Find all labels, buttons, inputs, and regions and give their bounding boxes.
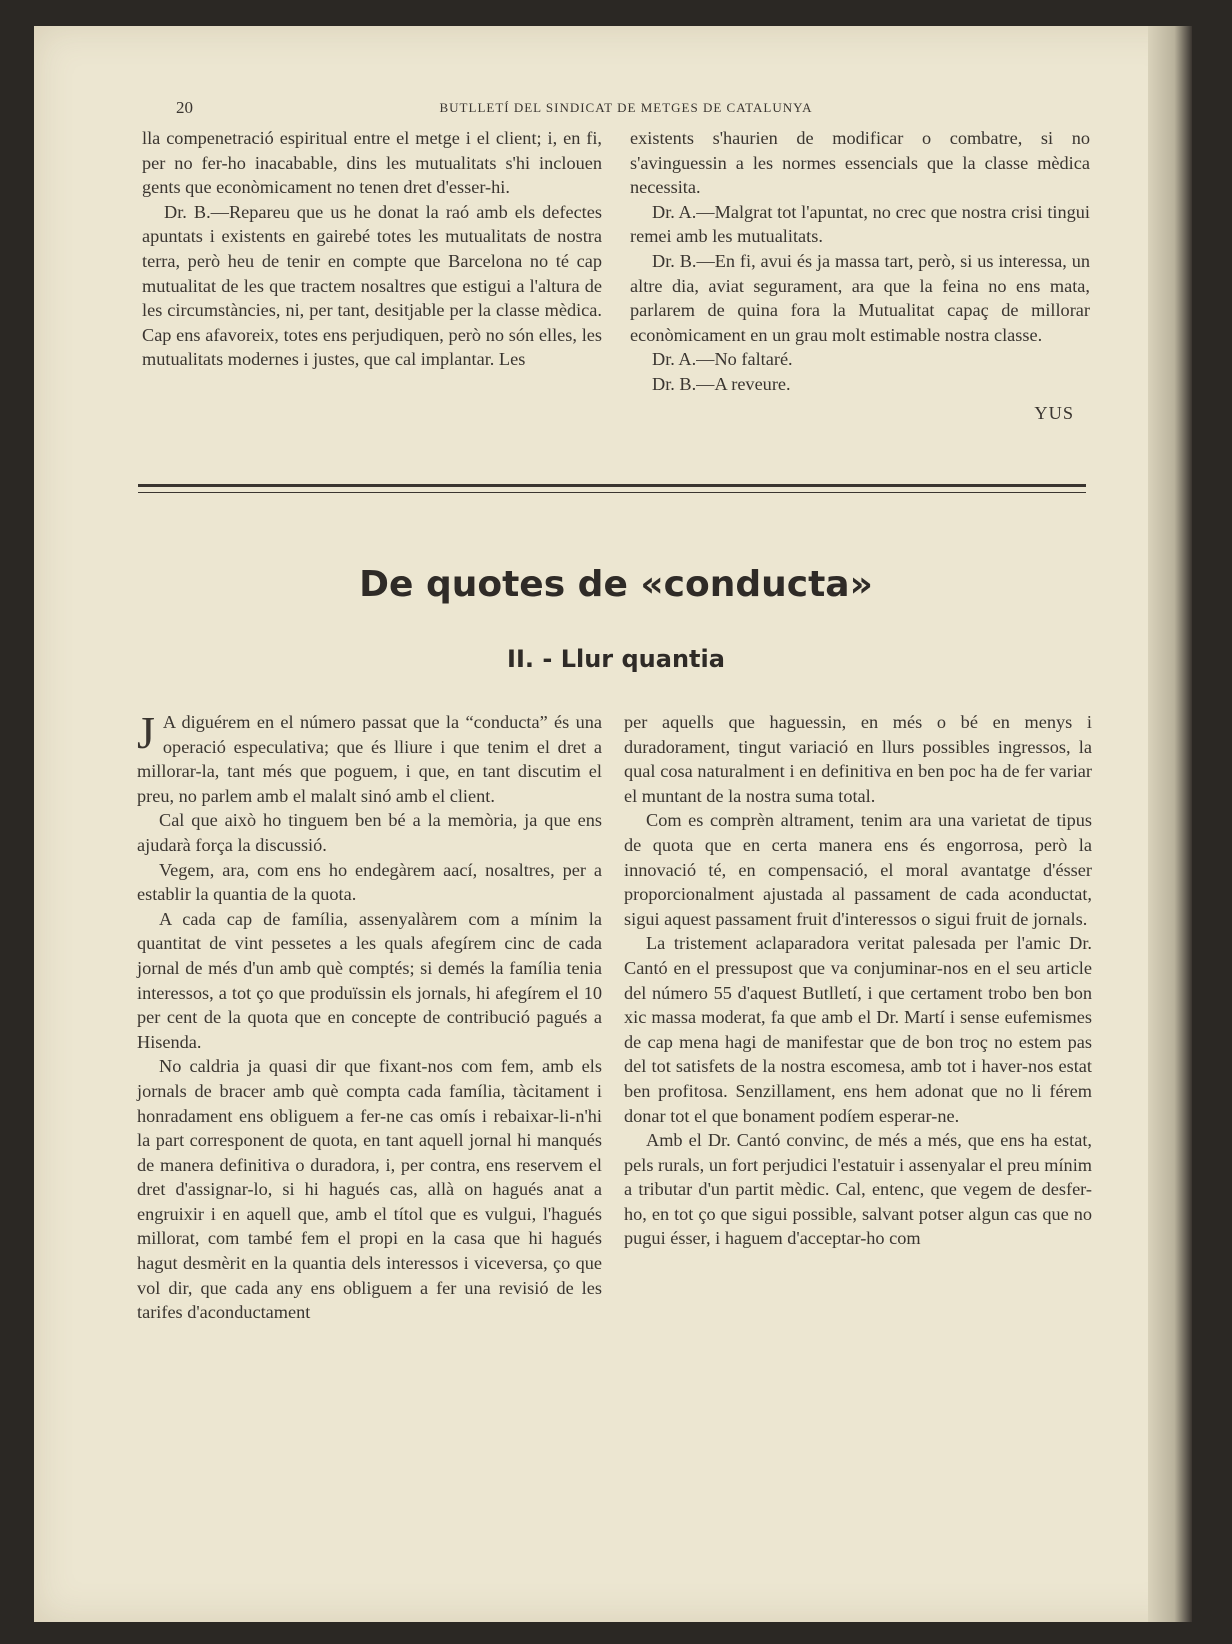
article-left-column xyxy=(137,707,602,1325)
top-article-left-column xyxy=(142,126,602,372)
paragraph: Com es comprèn altrament, tenim ara una varietat de tipus de quota que en certa manera ens és engorrosa, però la innovació té, en compensació, el moral avantatge d'ésser proporcionalment ajustada al passament de cada aconductat, sigui aquest passament fruit d'interessos o sigui fruit de jornals. xyxy=(624,810,1092,929)
section-divider-thin xyxy=(138,492,1086,493)
paragraph: Dr. B.—En fi, avui és ja massa tart, però, si us interessa, un altre dia, aviat segurament, ara que la feina no ens mata, parlarem de quina fora la Mutualitat capaç de millorar econòmicament en un grau molt estimable nostra classe. xyxy=(630,250,1090,345)
paragraph: Dr. A.—No faltaré. xyxy=(652,349,793,370)
section-divider-thick xyxy=(138,484,1086,487)
page-number: 20 xyxy=(176,98,193,117)
article-right-column xyxy=(624,710,1092,1251)
paragraph: existents s'haurien de modificar o combatre, si no s'avinguessin a les normes essencials que la classe mèdica necessita. xyxy=(630,128,1090,198)
paragraph: Amb el Dr. Cantó convinc, de més a més, que ens ha estat, pels rurals, un fort perjudici l'estatuir i assenyalar el preu mínim a tributar d'un partit mèdic. Cal, entenc, que vegem de desfer-ho, en tot ço que sigui possible, salvant potser algun cas que no pugui ésser, i haguem d'acceptar-ho com xyxy=(624,1130,1092,1249)
paragraph: Dr. B.—Repareu que us he donat la raó amb els defectes apuntats i existents en gairebé totes les mutualitats de nostra terra, però heu de tenir en compte que Barcelona no té cap mutualitat de les que tractem nosaltres que estigui a l'altura de les circumstàncies, ni, per tant, desitjable per la classe mèdica. Cap ens afavoreix, totes ens perjudiquen, però no són elles, les mutualitats modernes i justes, que cal implantar. Les xyxy=(142,201,602,370)
paragraph: Dr. B.—A reveure. xyxy=(652,373,791,394)
author-signature: YUS xyxy=(1034,402,1074,423)
article-subtitle: II. - Llur quantia xyxy=(507,645,725,673)
paragraph: La tristement aclaparadora veritat palesada per l'amic Dr. Cantó en el pressupost que va conjuminar-nos en el seu article del número 55 d'aquest Butlletí, i que certament trobo ben bon xic massa moderat, fa que amb el Dr. Martí i sense eufemismes de cap mena hagi de manifestar que de bon troç no estem pas del tot satisfets de la nostra escomesa, amb tot i haver-nos estat ben profitosa. Senzillament, ens hem adonat que no li férem donar tot el que bonament podíem esperar-ne. xyxy=(624,933,1092,1126)
top-article-right-column xyxy=(630,126,1090,425)
paragraph: Dr. A.—Malgrat tot l'apuntat, no crec que nostra crisi tingui remei amb les mutualitats. xyxy=(630,201,1090,247)
page-spine xyxy=(1148,26,1192,1622)
paragraph: per aquells que haguessin, en més o bé en menys i duradorament, tingut variació en llurs possibles ingressos, la qual cosa naturalment i en definitiva en ben poc ha de fer variar el muntant de la nostra suma total. xyxy=(624,712,1092,806)
paragraph: No caldria ja quasi dir que fixant-nos com fem, amb els jornals de bracer amb què compta cada família, tàcitament i honradament ens obliguem a fer-ne cas omís i rebaixar-li-n'hi la part corresponent de quota, en tant aquell jornal hi manqués de manera definitiva o duradora, i, per contra, ens reservem el dret d'assignar-lo, si hi hagués cas, allà on hagués anat a engruixir i en aquell que, amb el títol que es vulgui, l'hagués millorat, com també fem el propi en la casa que hi hagués hagut desmèrit en la quantia dels interessos i viceversa, ço que vol dir, que cada any ens obliguem a fer una revisió de les tarifes d'aconductament xyxy=(137,1056,602,1323)
article-title: De quotes de «conducta» xyxy=(359,564,873,605)
paragraph: Vegem, ara, com ens ho endegàrem aací, nosaltres, per a establir la quantia de la quota. xyxy=(137,859,602,905)
paragraph: Cal que això ho tinguem ben bé a la memòria, ja que ens ajudarà força la discussió. xyxy=(137,810,602,855)
opening-paragraph xyxy=(137,707,602,808)
paragraph: lla compenetració espiritual entre el metge i el client; i, en fi, per no fer-ho inacabable, dins les mutualitats s'hi inclouen gents que econòmicament no tenen dret d'esser-hi. xyxy=(142,128,602,198)
opening-text: A diguérem en el número passat que la “conducta” és una operació especulativa; que és lliure i que tenim el dret a millorar-la, tant més que poguem, i que, en tant discutim el preu, no parlem amb el malalt sinó amb el client. xyxy=(137,712,602,806)
page-header xyxy=(176,100,1076,120)
paragraph: A cada cap de família, assenyalàrem com a mínim la quantitat de vint pessetes a les quals afegírem cinc de cada jornal de més d'un amb què comptés; si demés la família tenia interessos, a tot ço que produïssin els jornals, hi afegírem el 10 per cent de la quota que en concepte de contribució pagués a Hisenda. xyxy=(137,908,602,1052)
running-title: BUTLLETÍ DEL SINDICAT DE METGES DE CATALUNYA xyxy=(439,100,813,115)
drop-cap: J xyxy=(137,707,155,758)
